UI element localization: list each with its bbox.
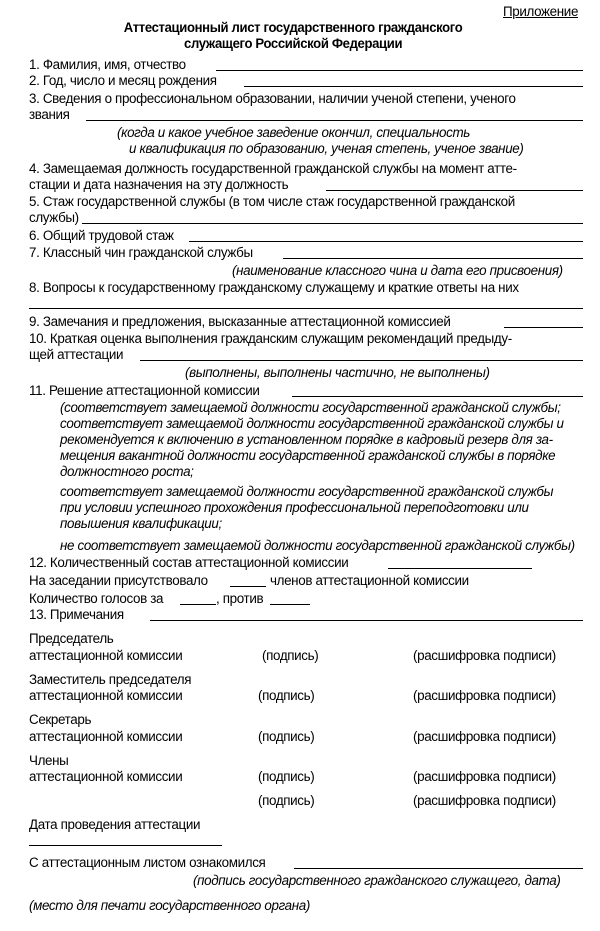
item-3-hint-line-1: (когда и какое учебное заведение окончил, специальность	[117, 125, 470, 140]
present-count-field[interactable]	[230, 586, 266, 587]
item-4-field[interactable]	[326, 190, 583, 191]
item-10-field[interactable]	[140, 360, 583, 361]
item-3-hint-line-2: и квалификация по образованию, ученая степень, ученое звание)	[129, 141, 524, 156]
member-2-signature-label: (подпись)	[258, 793, 315, 808]
item-11-option: (соответствует замещаемой должности государственной гражданской службы;	[60, 400, 561, 415]
chairman-label-line-2: аттестационной комиссии	[29, 648, 183, 663]
item-4-label-line-2: стации и дата назначения на эту должность	[29, 177, 289, 192]
secretary-label-line-2: аттестационной комиссии	[29, 729, 183, 744]
present-suffix: членов аттестационной комиссии	[270, 573, 469, 588]
item-7-label: 7. Классный чин гражданской службы	[29, 245, 253, 260]
item-1-label: 1. Фамилия, имя, отчество	[29, 57, 186, 72]
item-10-label-line-1: 10. Краткая оценка выполнения гражданским служащим рекомендаций предыду-	[29, 331, 512, 346]
deputy-signature-label: (подпись)	[258, 688, 315, 703]
acquainted-field[interactable]	[294, 868, 583, 869]
member-1-decryption-label: (расшифровка подписи)	[413, 769, 556, 784]
deputy-label-line-2: аттестационной комиссии	[29, 688, 183, 703]
item-6-field[interactable]	[189, 241, 583, 242]
item-5-field[interactable]	[82, 223, 583, 224]
item-5-label-line-1: 5. Стаж государственной службы (в том числе стаж государственной гражданской	[29, 194, 515, 209]
members-label-line-1: Члены	[29, 753, 69, 768]
deputy-decryption-label: (расшифровка подписи)	[413, 688, 556, 703]
member-1-signature-label: (подпись)	[258, 769, 315, 784]
item-11-field[interactable]	[292, 396, 583, 397]
title-line-1: Аттестационный лист государственного гражданского	[123, 20, 463, 35]
item-11-option: не соответствует замещаемой должности государственной гражданской службы)	[60, 538, 575, 553]
chairman-decryption-label: (расшифровка подписи)	[413, 648, 556, 663]
members-label-line-2: аттестационной комиссии	[29, 769, 183, 784]
item-11-option: должностного роста;	[60, 464, 194, 479]
item-12-field[interactable]	[388, 568, 532, 569]
item-2-label: 2. Год, число и месяц рождения	[29, 73, 217, 88]
secretary-decryption-label: (расшифровка подписи)	[413, 729, 556, 744]
item-13-label: 13. Примечания	[29, 607, 124, 622]
item-9-field[interactable]	[504, 327, 583, 328]
item-11-label: 11. Решение аттестационной комиссии	[29, 383, 260, 398]
secretary-label-line-1: Секретарь	[29, 712, 92, 727]
item-11-option: рекомендуется к включению в установленном порядке в кадровый резерв для за-	[60, 432, 553, 447]
chairman-signature-label: (подпись)	[262, 648, 319, 663]
item-5-label-line-2: службы)	[29, 210, 79, 225]
item-2-field[interactable]	[244, 86, 583, 87]
item-11-option: соответствует замещаемой должности государственной гражданской службы и	[60, 416, 564, 431]
present-label: На заседании присутствовало	[29, 573, 208, 588]
item-11-option: при условии успешного прохождения профессиональной переподготовки или	[60, 500, 529, 515]
acquainted-label: С аттестационным листом ознакомился	[29, 855, 266, 870]
item-10-hint: (выполнены, выполнены частично, не выполнены)	[185, 365, 490, 380]
item-7-hint: (наименование классного чина и дата его присвоения)	[232, 263, 563, 278]
item-11-option: повышения квалификации;	[60, 516, 222, 531]
item-9-label: 9. Замечания и предложения, высказанные аттестационной комиссией	[29, 314, 451, 329]
item-6-label: 6. Общий трудовой стаж	[29, 228, 174, 243]
item-8-label: 8. Вопросы к государственному гражданскому служащему и краткие ответы на них	[29, 280, 519, 295]
date-label: Дата проведения аттестации	[29, 817, 201, 832]
date-field[interactable]	[29, 845, 222, 846]
item-13-field[interactable]	[150, 620, 583, 621]
item-3-field[interactable]	[86, 120, 583, 121]
votes-for-label: Количество голосов за	[29, 591, 164, 606]
item-4-label-line-1: 4. Замещаемая должность государственной гражданской службы на момент атте-	[29, 161, 517, 176]
item-7-field[interactable]	[283, 258, 583, 259]
votes-against-label: , против	[216, 591, 264, 606]
item-11-option: соответствует замещаемой должности государственной гражданской службы	[60, 484, 554, 499]
votes-for-field[interactable]	[180, 604, 216, 605]
acquainted-hint: (подпись государственного гражданского служащего, дата)	[193, 873, 561, 888]
votes-against-field[interactable]	[270, 604, 310, 605]
appendix-label: Приложение	[503, 4, 579, 19]
secretary-signature-label: (подпись)	[258, 729, 315, 744]
item-12-label: 12. Количественный состав аттестационной комиссии	[29, 555, 349, 570]
item-3-label-line-2: звания	[29, 107, 70, 122]
item-10-label-line-2: щей аттестации	[29, 347, 124, 362]
item-8-field[interactable]	[29, 308, 583, 309]
seal-hint: (место для печати государственного органа)	[29, 898, 310, 913]
chairman-label-line-1: Председатель	[29, 631, 114, 646]
deputy-label-line-1: Заместитель председателя	[29, 672, 192, 687]
item-3-label-line-1: 3. Сведения о профессиональном образовании, наличии ученой степени, ученого	[29, 91, 516, 106]
title-line-2: служащего Российской Федерации	[184, 36, 403, 51]
member-2-decryption-label: (расшифровка подписи)	[413, 793, 556, 808]
item-11-option: мещения вакантной должности государственной гражданской службы в порядке	[60, 448, 556, 463]
item-1-field[interactable]	[216, 70, 583, 71]
